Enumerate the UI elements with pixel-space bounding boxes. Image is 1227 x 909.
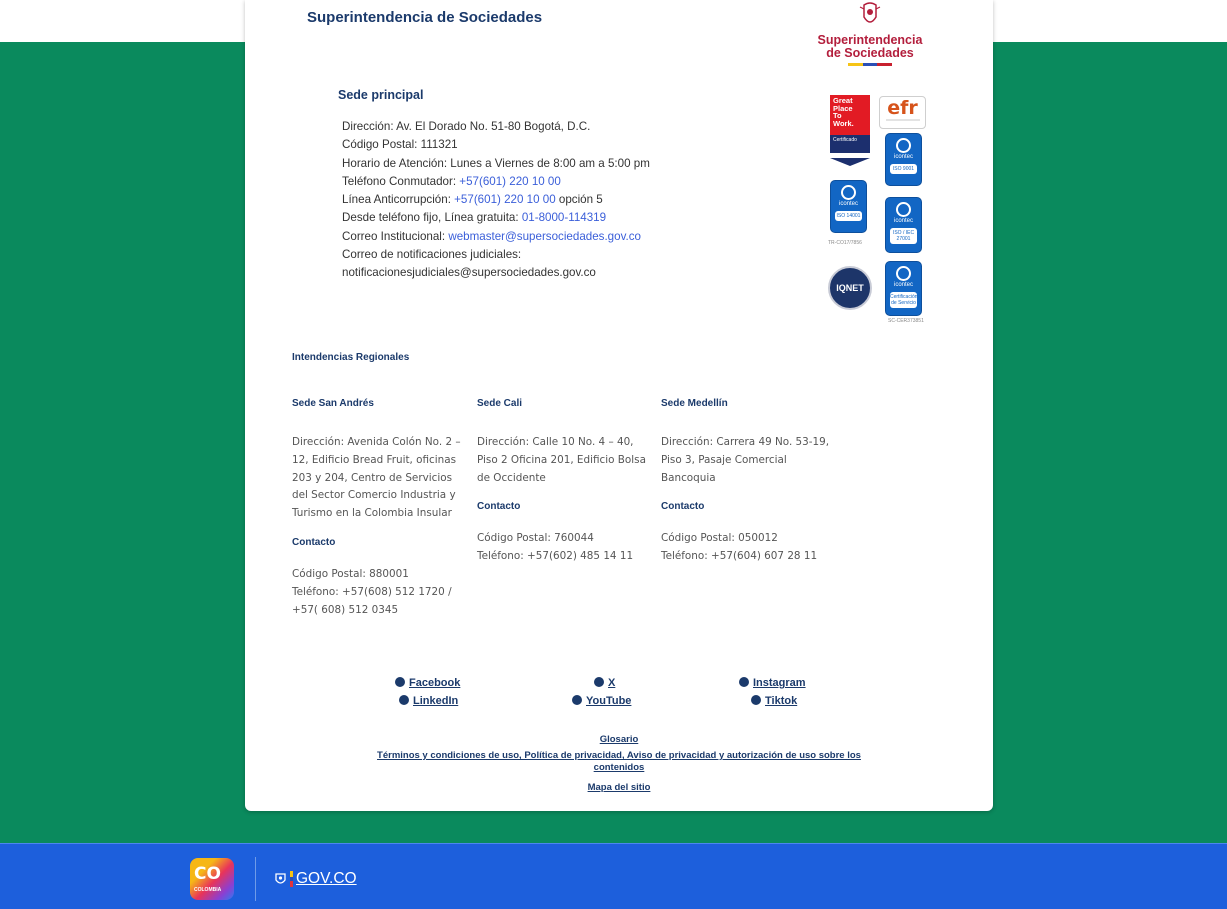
sede-notif-label: Correo de notificaciones judiciales: <box>342 248 522 262</box>
mapa-sitio-link[interactable]: Mapa del sitio <box>587 782 651 793</box>
efr-badge <box>879 96 926 129</box>
cert-code-1: TR-CO17/7856 <box>828 240 862 246</box>
gptw-ribbon-icon <box>830 158 870 166</box>
logo-line-2: de Sociedades <box>826 46 914 60</box>
gov-co-label: GOV.CO <box>296 870 357 887</box>
terminos-link[interactable]: Términos y condiciones de uso, Política de privacidad, Aviso de privacidad y autorización de uso sobre los contenidos <box>377 750 861 773</box>
great-place-to-work-badge <box>830 95 870 161</box>
gov-shield-icon <box>274 872 287 886</box>
page-title: Superintendencia de Sociedades <box>307 9 543 26</box>
anticorrupcion-suffix: opción 5 <box>555 193 603 207</box>
tiktok-icon <box>751 695 761 705</box>
sede-horario: Horario de Atención: Lunes a Viernes de 8:00 am a 5:00 pm <box>342 156 650 170</box>
gptw-line-2: Place <box>833 103 853 113</box>
contacto-heading: Contacto <box>477 501 521 513</box>
iso14001-label: ISO 14001 <box>836 213 861 219</box>
x-label: X <box>608 677 616 689</box>
sede-anticorrupcion <box>342 191 672 209</box>
gptw-certificado: Certificado <box>830 135 870 153</box>
gov-flag-bar-icon <box>290 871 293 887</box>
sede-notif-email: notificacionesjudiciales@supersociedades.gov.co <box>342 266 596 280</box>
servicio-label: Certificación de Servicio <box>890 294 918 306</box>
footer-card <box>245 0 993 811</box>
icontec-label: icontec <box>893 282 913 288</box>
logo-flag-stripe <box>848 63 892 66</box>
sede-direccion: Dirección: Av. El Dorado No. 51-80 Bogotá, D.C. <box>342 120 591 133</box>
gratuita-link[interactable]: 01-8000-114319 <box>521 211 607 225</box>
conmutador-link[interactable]: +57(601) 220 10 00 <box>459 174 561 188</box>
correo-label: Correo Institucional: <box>342 229 449 243</box>
co-colombia-logo[interactable] <box>190 858 234 900</box>
gov-co-bar <box>0 843 1227 909</box>
sede-direccion: Dirección: Avenida Colón No. 2 – 12, Edificio Bread Fruit, oficinas 203 y 204, Centro de Servicios del Sector Comercio Industria y Turismo en la Colombia Insular <box>292 436 461 520</box>
sede-conmutador <box>342 173 672 191</box>
iso9001-label: ISO 9001 <box>890 164 917 174</box>
sede-cali <box>477 398 652 566</box>
anticorrupcion-label: Línea Anticorrupción: <box>342 193 455 207</box>
x-link[interactable] <box>594 677 615 689</box>
icontec-label: icontec <box>893 218 913 224</box>
sede-direccion: Dirección: Carrera 49 No. 53-19, Piso 3, Pasaje Comercial Bancoquia <box>661 436 830 484</box>
facebook-label: Facebook <box>409 677 461 689</box>
sede-telefono: Teléfono: +57(604) 607 28 11 <box>661 550 818 563</box>
anticorrupcion-link[interactable]: +57(601) 220 10 00 <box>454 193 556 207</box>
linkedin-link[interactable] <box>399 695 458 707</box>
facebook-icon <box>395 677 405 687</box>
gptw-line-4: Work. <box>833 118 854 128</box>
linkedin-icon <box>399 695 409 705</box>
facebook-link[interactable] <box>395 677 460 689</box>
correo-link[interactable]: webmaster@supersociedades.gov.co <box>448 229 641 243</box>
supersociedades-logo[interactable] <box>811 1 929 66</box>
tiktok-label: Tiktok <box>765 695 798 707</box>
sede-principal-info <box>342 118 672 283</box>
regionales-title: Intendencias Regionales <box>292 352 410 363</box>
contacto-heading: Contacto <box>292 536 336 548</box>
sede-linea-gratuita <box>342 209 672 227</box>
sede-name: Sede Cali <box>477 398 523 409</box>
gov-co-link[interactable] <box>274 870 357 888</box>
glosario-link[interactable]: Glosario <box>599 734 639 745</box>
youtube-icon <box>572 695 582 705</box>
logo-line-1: Superintendencia <box>817 33 923 47</box>
youtube-link[interactable] <box>572 695 631 707</box>
linkedin-label: LinkedIn <box>413 695 459 707</box>
gptw-line-3: To <box>833 111 842 120</box>
conmutador-label: Teléfono Conmutador: <box>342 174 460 188</box>
sede-name: Sede San Andrés <box>292 398 374 409</box>
instagram-label: Instagram <box>753 677 806 689</box>
instagram-icon <box>739 677 749 687</box>
iqnet-badge: IQNET <box>828 266 872 310</box>
sede-san-andres <box>292 398 467 619</box>
co-sub: COLOMBIA <box>194 887 222 893</box>
sede-codigo-postal: Código Postal: 111321 <box>342 138 458 152</box>
sede-telefono: Teléfono: +57(608) 512 1720 / +57( 608) 512 0345 <box>292 585 452 616</box>
sede-telefono: Teléfono: +57(602) 485 14 11 <box>477 550 634 563</box>
sede-codigo-postal: Código Postal: 050012 <box>661 532 778 545</box>
coat-of-arms-icon <box>858 1 882 29</box>
instagram-link[interactable] <box>739 677 806 689</box>
icontec-iso9001-badge <box>885 133 922 186</box>
efr-text: efr <box>887 97 918 119</box>
sede-name: Sede Medellín <box>661 398 728 409</box>
x-icon <box>594 677 604 687</box>
icontec-label: icontec <box>838 201 858 207</box>
gratuita-label: Desde teléfono fijo, Línea gratuita: <box>342 211 522 225</box>
sede-codigo-postal: Código Postal: 760044 <box>477 532 594 545</box>
co-text: CO <box>194 864 221 884</box>
sede-direccion: Dirección: Calle 10 No. 4 – 40, Piso 2 Oficina 201, Edificio Bolsa de Occidente <box>477 436 646 484</box>
youtube-label: YouTube <box>586 695 632 707</box>
cert-code-2: SC-CER373851 <box>888 318 924 324</box>
sede-correo <box>342 228 672 246</box>
icontec-servicio-badge <box>885 261 922 316</box>
sede-medellin <box>661 398 836 566</box>
icontec-label: icontec <box>893 154 913 160</box>
tiktok-link[interactable] <box>751 695 797 707</box>
sede-codigo-postal: Código Postal: 880001 <box>292 567 409 580</box>
contacto-heading: Contacto <box>661 501 705 513</box>
icontec-iso14001-badge <box>830 180 867 233</box>
icontec-iso27001-badge <box>885 197 922 253</box>
iso27001-label: ISO / IEC 27001 <box>890 228 917 244</box>
gov-bar-divider <box>255 857 256 901</box>
sede-principal-title: Sede principal <box>338 88 424 102</box>
gptw-line-1: Great <box>833 96 853 105</box>
